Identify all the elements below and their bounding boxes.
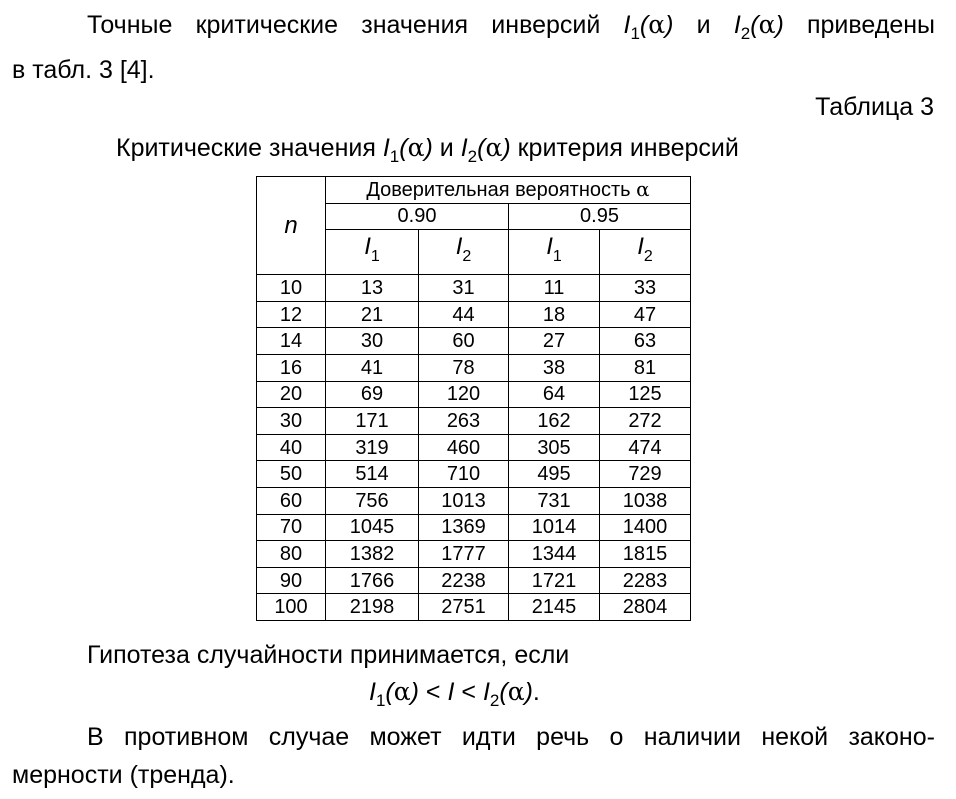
- subscript-1: 1: [375, 691, 386, 710]
- n-cell: 90: [257, 567, 326, 594]
- i-symbol: I: [733, 11, 741, 39]
- intro-word: и: [696, 11, 711, 39]
- subscript-2: 2: [467, 147, 478, 166]
- value-cell: 81: [600, 354, 691, 381]
- value-cell: 263: [419, 408, 509, 435]
- caption-and: и: [439, 134, 454, 162]
- open-paren: (: [499, 678, 508, 706]
- table-row: [257, 381, 691, 408]
- value-cell: 69: [326, 381, 419, 408]
- subscript-2: 2: [643, 248, 653, 266]
- intro-word: критические: [195, 11, 339, 39]
- intro-paragraph-line-1: [87, 10, 935, 49]
- open-paren: (: [639, 11, 649, 39]
- subscript-1: 1: [370, 248, 380, 266]
- subscript-2: 2: [740, 24, 751, 43]
- value-cell: 756: [326, 487, 419, 514]
- n-cell: 80: [257, 541, 326, 568]
- n-cell: 20: [257, 381, 326, 408]
- i-symbol: I: [623, 11, 631, 39]
- intro-formula-i1: [624, 10, 674, 49]
- confidence-header: [326, 177, 691, 204]
- value-cell: 47: [600, 301, 691, 328]
- value-cell: 1815: [600, 541, 691, 568]
- value-cell: 1382: [326, 541, 419, 568]
- conclusion-word: речь: [536, 723, 590, 751]
- n-cell: 10: [257, 275, 326, 302]
- close-paren: ): [665, 11, 674, 39]
- value-cell: 13: [326, 275, 419, 302]
- value-cell: 474: [600, 434, 691, 461]
- table-label: Таблица 3: [815, 93, 934, 121]
- i-symbol: I: [455, 233, 463, 261]
- intro-word: Точные: [87, 11, 173, 39]
- value-cell: 2283: [600, 567, 691, 594]
- value-cell: 38: [509, 354, 600, 381]
- value-cell: 162: [509, 408, 600, 435]
- value-cell: 171: [326, 408, 419, 435]
- close-paren: ): [524, 678, 533, 706]
- conclusion-word: наличии: [643, 723, 741, 751]
- value-cell: 1038: [600, 487, 691, 514]
- formula-end: .: [532, 678, 540, 706]
- open-paren: (: [750, 11, 759, 39]
- table-row: [257, 354, 691, 381]
- n-cell: 14: [257, 328, 326, 355]
- i-symbol: I: [364, 233, 371, 261]
- table-row: [257, 487, 691, 514]
- n-cell: 50: [257, 461, 326, 488]
- intro-formula-i2: [734, 10, 784, 49]
- value-cell: 305: [509, 434, 600, 461]
- value-cell: 460: [419, 434, 509, 461]
- level-090-header: 0.90: [326, 203, 509, 230]
- value-cell: 710: [419, 461, 509, 488]
- value-cell: 1721: [509, 567, 600, 594]
- i-symbol: I: [369, 678, 376, 706]
- value-cell: 1045: [326, 514, 419, 541]
- table-row: [257, 408, 691, 435]
- value-cell: 1014: [509, 514, 600, 541]
- value-cell: 18: [509, 301, 600, 328]
- level-095-header: 0.95: [509, 203, 691, 230]
- value-cell: 1013: [419, 487, 509, 514]
- value-cell: 33: [600, 275, 691, 302]
- table-row: [257, 275, 691, 302]
- subscript-2: 2: [462, 248, 472, 266]
- caption-formula-i1: [382, 133, 433, 166]
- value-cell: 1369: [419, 514, 509, 541]
- subscript-1: 1: [389, 147, 400, 166]
- value-cell: 2751: [419, 594, 509, 621]
- table-caption: [116, 133, 739, 172]
- i-symbol: I: [546, 233, 553, 261]
- value-cell: 63: [600, 328, 691, 355]
- close-paren: ): [424, 134, 433, 162]
- conclusion-word: о: [609, 723, 624, 751]
- table-row: [257, 461, 691, 488]
- open-paren: (: [399, 134, 408, 162]
- i1-header: [326, 230, 419, 275]
- i-symbol: I: [447, 678, 455, 706]
- caption-formula-i2: [460, 133, 511, 166]
- subscript-1: 1: [552, 248, 562, 266]
- value-cell: 120: [419, 381, 509, 408]
- conclusion-word: некой: [761, 723, 829, 751]
- n-cell: 60: [257, 487, 326, 514]
- alpha-symbol: α: [393, 677, 411, 706]
- n-cell: 70: [257, 514, 326, 541]
- alpha-symbol: α: [407, 133, 425, 162]
- value-cell: 1400: [600, 514, 691, 541]
- value-cell: 1766: [326, 567, 419, 594]
- value-cell: 2238: [419, 567, 509, 594]
- less-than: <: [461, 678, 476, 706]
- hypothesis-text: Гипотеза случайности принимается, если: [87, 641, 570, 669]
- i-symbol: I: [382, 134, 390, 162]
- close-paren: ): [775, 11, 784, 39]
- value-cell: 125: [600, 381, 691, 408]
- value-cell: 41: [326, 354, 419, 381]
- caption-suffix: критерия инверсий: [517, 134, 739, 162]
- open-paren: (: [385, 678, 394, 706]
- n-cell: 100: [257, 594, 326, 621]
- i-symbol: I: [460, 134, 468, 162]
- table-body: [257, 275, 691, 621]
- table-row: [257, 434, 691, 461]
- n-cell: 30: [257, 408, 326, 435]
- close-paren: ): [502, 134, 511, 162]
- table-row: [257, 567, 691, 594]
- i2-header: [419, 230, 509, 275]
- conclusion-paragraph-line-2: мерности (тренда).: [12, 761, 235, 789]
- value-cell: 64: [509, 381, 600, 408]
- value-cell: 44: [419, 301, 509, 328]
- table-row: [257, 594, 691, 621]
- value-cell: 731: [509, 487, 600, 514]
- table-row: [257, 328, 691, 355]
- i-symbol: I: [637, 233, 644, 261]
- value-cell: 2145: [509, 594, 600, 621]
- conclusion-word: противном: [124, 723, 249, 751]
- intro-word: инверсий: [491, 11, 601, 39]
- n-column-header: n: [257, 177, 326, 275]
- close-paren: ): [410, 678, 419, 706]
- caption-prefix: Критические значения: [116, 134, 376, 162]
- value-cell: 78: [419, 354, 509, 381]
- conclusion-word: случае: [268, 723, 350, 751]
- value-cell: 21: [326, 301, 419, 328]
- value-cell: 2198: [326, 594, 419, 621]
- n-cell: 40: [257, 434, 326, 461]
- conclusion-word: идти: [461, 723, 516, 751]
- subscript-2: 2: [489, 691, 500, 710]
- conclusion-word: может: [369, 723, 442, 751]
- value-cell: 31: [419, 275, 509, 302]
- alpha-symbol: α: [485, 133, 503, 162]
- table-row: [257, 514, 691, 541]
- value-cell: 30: [326, 328, 419, 355]
- alpha-symbol: α: [758, 10, 776, 39]
- value-cell: 272: [600, 408, 691, 435]
- confidence-header-text: Доверительная вероятность: [366, 179, 631, 202]
- value-cell: 2804: [600, 594, 691, 621]
- table-row: [257, 301, 691, 328]
- i2-header: [600, 230, 691, 275]
- intro-word: значения: [361, 11, 469, 39]
- conclusion-word: законо-: [848, 723, 935, 751]
- subscript-1: 1: [630, 24, 640, 43]
- value-cell: 11: [509, 275, 600, 302]
- critical-values-table: [256, 176, 691, 621]
- value-cell: 27: [509, 328, 600, 355]
- conclusion-paragraph-line-1: [87, 722, 935, 752]
- alpha-symbol: α: [507, 677, 525, 706]
- intro-word: приведены: [806, 11, 935, 39]
- value-cell: 729: [600, 461, 691, 488]
- alpha-symbol: α: [636, 177, 650, 202]
- acceptance-formula: [369, 677, 540, 716]
- value-cell: 1777: [419, 541, 509, 568]
- table-row: [257, 541, 691, 568]
- n-cell: 16: [257, 354, 326, 381]
- i1-header: [509, 230, 600, 275]
- less-than: <: [425, 678, 441, 706]
- n-cell: 12: [257, 301, 326, 328]
- open-paren: (: [477, 134, 486, 162]
- value-cell: 495: [509, 461, 600, 488]
- value-cell: 514: [326, 461, 419, 488]
- conclusion-word: В: [87, 723, 104, 751]
- value-cell: 1344: [509, 541, 600, 568]
- alpha-symbol: α: [648, 10, 666, 39]
- value-cell: 60: [419, 328, 509, 355]
- i-symbol: I: [482, 678, 490, 706]
- value-cell: 319: [326, 434, 419, 461]
- intro-paragraph-line-2: в табл. 3 [4].: [12, 56, 155, 84]
